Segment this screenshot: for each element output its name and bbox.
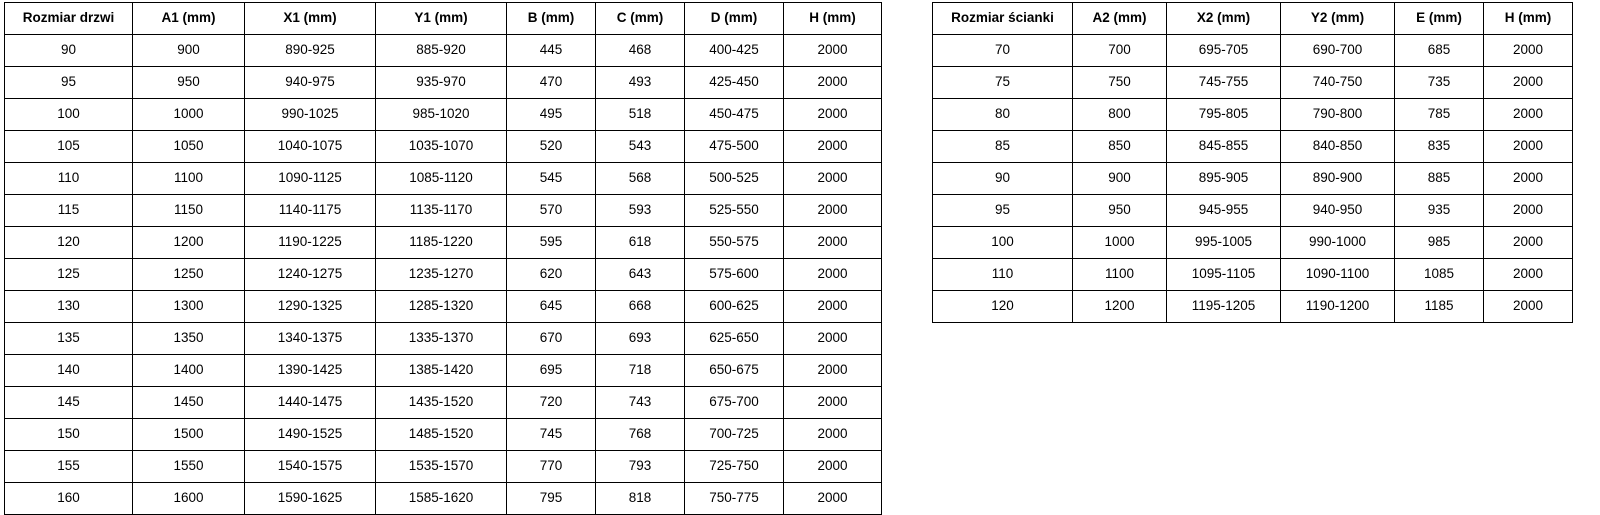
table-row <box>933 67 1573 99</box>
table-cell: 795-805 <box>1167 99 1281 131</box>
column-header: Y2 (mm) <box>1281 3 1395 35</box>
table-cell: 750-775 <box>685 483 784 515</box>
table-cell: 790-800 <box>1281 99 1395 131</box>
table-cell: 2000 <box>784 387 882 419</box>
table-cell: 450-475 <box>685 99 784 131</box>
table-row <box>5 227 882 259</box>
column-header: H (mm) <box>784 3 882 35</box>
table-cell: 1000 <box>133 99 245 131</box>
table-cell: 400-425 <box>685 35 784 67</box>
table-cell: 2000 <box>784 163 882 195</box>
table-cell: 2000 <box>784 195 882 227</box>
table-cell: 90 <box>5 35 133 67</box>
table-cell: 75 <box>933 67 1073 99</box>
table-cell: 500-525 <box>685 163 784 195</box>
table-cell: 2000 <box>784 227 882 259</box>
table-cell: 770 <box>507 451 596 483</box>
table-cell: 750 <box>1073 67 1167 99</box>
table-cell: 818 <box>596 483 685 515</box>
table-cell: 2000 <box>784 99 882 131</box>
table-cell: 520 <box>507 131 596 163</box>
table-cell: 800 <box>1073 99 1167 131</box>
table-cell: 1290-1325 <box>245 291 376 323</box>
column-header: A2 (mm) <box>1073 3 1167 35</box>
table-cell: 895-905 <box>1167 163 1281 195</box>
table-cell: 543 <box>596 131 685 163</box>
table-cell: 985 <box>1395 227 1484 259</box>
table-cell: 545 <box>507 163 596 195</box>
table-cell: 70 <box>933 35 1073 67</box>
table-cell: 985-1020 <box>376 99 507 131</box>
table-cell: 700-725 <box>685 419 784 451</box>
table-row <box>5 387 882 419</box>
table-cell: 768 <box>596 419 685 451</box>
table-cell: 1585-1620 <box>376 483 507 515</box>
table-cell: 1550 <box>133 451 245 483</box>
table-cell: 160 <box>5 483 133 515</box>
table-cell: 2000 <box>1484 163 1573 195</box>
table-cell: 80 <box>933 99 1073 131</box>
table-row <box>5 451 882 483</box>
table-cell: 1300 <box>133 291 245 323</box>
table-cell: 995-1005 <box>1167 227 1281 259</box>
table-cell: 840-850 <box>1281 131 1395 163</box>
table-cell: 575-600 <box>685 259 784 291</box>
table-cell: 445 <box>507 35 596 67</box>
table-cell: 115 <box>5 195 133 227</box>
table-cell: 695 <box>507 355 596 387</box>
table-cell: 2000 <box>784 35 882 67</box>
table-cell: 2000 <box>1484 35 1573 67</box>
table-cell: 900 <box>1073 163 1167 195</box>
table-row <box>933 227 1573 259</box>
table-row <box>5 355 882 387</box>
table-row <box>5 67 882 99</box>
table-cell: 890-925 <box>245 35 376 67</box>
table-cell: 1000 <box>1073 227 1167 259</box>
table-cell: 618 <box>596 227 685 259</box>
table-cell: 940-975 <box>245 67 376 99</box>
table-cell: 845-855 <box>1167 131 1281 163</box>
table-cell: 1235-1270 <box>376 259 507 291</box>
column-header: A1 (mm) <box>133 3 245 35</box>
table-cell: 885 <box>1395 163 1484 195</box>
table-cell: 110 <box>5 163 133 195</box>
table-row <box>933 35 1573 67</box>
table-cell: 130 <box>5 291 133 323</box>
table-cell: 120 <box>933 291 1073 323</box>
table-row <box>5 99 882 131</box>
table-cell: 1050 <box>133 131 245 163</box>
table-row <box>5 323 882 355</box>
table-cell: 1250 <box>133 259 245 291</box>
table-cell: 725-750 <box>685 451 784 483</box>
table-row <box>933 131 1573 163</box>
table-cell: 2000 <box>784 131 882 163</box>
table-cell: 1335-1370 <box>376 323 507 355</box>
table-cell: 885-920 <box>376 35 507 67</box>
table-cell: 1135-1170 <box>376 195 507 227</box>
table-cell: 1385-1420 <box>376 355 507 387</box>
table-cell: 950 <box>133 67 245 99</box>
table-cell: 2000 <box>1484 131 1573 163</box>
table-cell: 105 <box>5 131 133 163</box>
table-cell: 2000 <box>784 259 882 291</box>
table-cell: 935 <box>1395 195 1484 227</box>
table-cell: 735 <box>1395 67 1484 99</box>
table-cell: 568 <box>596 163 685 195</box>
table-row <box>5 195 882 227</box>
table-cell: 693 <box>596 323 685 355</box>
table-cell: 100 <box>5 99 133 131</box>
table-cell: 1440-1475 <box>245 387 376 419</box>
table-row <box>5 35 882 67</box>
column-header: H (mm) <box>1484 3 1573 35</box>
table-cell: 150 <box>5 419 133 451</box>
table-row <box>5 291 882 323</box>
table-cell: 1085 <box>1395 259 1484 291</box>
table-cell: 645 <box>507 291 596 323</box>
column-header: Rozmiar ścianki <box>933 3 1073 35</box>
table-cell: 1490-1525 <box>245 419 376 451</box>
table-cell: 120 <box>5 227 133 259</box>
wall-panel-dimensions-table <box>932 2 1573 323</box>
table-cell: 125 <box>5 259 133 291</box>
table-cell: 743 <box>596 387 685 419</box>
table-cell: 1200 <box>1073 291 1167 323</box>
table-cell: 1450 <box>133 387 245 419</box>
table-row <box>5 483 882 515</box>
table-cell: 690-700 <box>1281 35 1395 67</box>
table-cell: 1200 <box>133 227 245 259</box>
table-cell: 643 <box>596 259 685 291</box>
table-cell: 935-970 <box>376 67 507 99</box>
column-header: E (mm) <box>1395 3 1484 35</box>
table-cell: 1600 <box>133 483 245 515</box>
table-cell: 2000 <box>784 291 882 323</box>
table-cell: 1185-1220 <box>376 227 507 259</box>
table-cell: 1485-1520 <box>376 419 507 451</box>
table-row <box>933 259 1573 291</box>
table-cell: 135 <box>5 323 133 355</box>
table-cell: 1400 <box>133 355 245 387</box>
table-cell: 695-705 <box>1167 35 1281 67</box>
table-cell: 100 <box>933 227 1073 259</box>
table-cell: 85 <box>933 131 1073 163</box>
table-cell: 1190-1200 <box>1281 291 1395 323</box>
table-cell: 745-755 <box>1167 67 1281 99</box>
table-row <box>933 163 1573 195</box>
table-cell: 835 <box>1395 131 1484 163</box>
column-header: B (mm) <box>507 3 596 35</box>
column-header: Y1 (mm) <box>376 3 507 35</box>
doors-dimensions-table <box>4 2 882 515</box>
table-cell: 2000 <box>784 483 882 515</box>
table-row <box>5 131 882 163</box>
wall-panel-dimensions-table-container <box>932 2 1573 323</box>
doors-dimensions-table-container <box>4 2 882 515</box>
table-cell: 468 <box>596 35 685 67</box>
table-cell: 1100 <box>1073 259 1167 291</box>
table-row <box>5 163 882 195</box>
table-cell: 1195-1205 <box>1167 291 1281 323</box>
table-cell: 670 <box>507 323 596 355</box>
table-cell: 2000 <box>784 451 882 483</box>
table-cell: 1540-1575 <box>245 451 376 483</box>
table-cell: 2000 <box>784 323 882 355</box>
column-header: D (mm) <box>685 3 784 35</box>
table-cell: 2000 <box>1484 99 1573 131</box>
table-cell: 1085-1120 <box>376 163 507 195</box>
table-cell: 940-950 <box>1281 195 1395 227</box>
table-cell: 2000 <box>1484 291 1573 323</box>
table-cell: 2000 <box>1484 195 1573 227</box>
table-cell: 625-650 <box>685 323 784 355</box>
table-row <box>5 259 882 291</box>
table-cell: 140 <box>5 355 133 387</box>
column-header: Rozmiar drzwi <box>5 3 133 35</box>
table-cell: 110 <box>933 259 1073 291</box>
table-cell: 493 <box>596 67 685 99</box>
table-row <box>933 291 1573 323</box>
table-cell: 2000 <box>1484 67 1573 99</box>
table-cell: 685 <box>1395 35 1484 67</box>
table-cell: 1240-1275 <box>245 259 376 291</box>
table-cell: 795 <box>507 483 596 515</box>
table-cell: 90 <box>933 163 1073 195</box>
table-cell: 785 <box>1395 99 1484 131</box>
table-cell: 525-550 <box>685 195 784 227</box>
table-cell: 945-955 <box>1167 195 1281 227</box>
table-cell: 600-625 <box>685 291 784 323</box>
table-cell: 570 <box>507 195 596 227</box>
table-cell: 495 <box>507 99 596 131</box>
table-cell: 425-450 <box>685 67 784 99</box>
table-cell: 518 <box>596 99 685 131</box>
table-cell: 720 <box>507 387 596 419</box>
table-cell: 890-900 <box>1281 163 1395 195</box>
table-cell: 1150 <box>133 195 245 227</box>
table-header-row <box>933 3 1573 35</box>
table-cell: 1090-1100 <box>1281 259 1395 291</box>
table-cell: 470 <box>507 67 596 99</box>
table-cell: 1435-1520 <box>376 387 507 419</box>
table-cell: 593 <box>596 195 685 227</box>
table-cell: 1590-1625 <box>245 483 376 515</box>
table-cell: 990-1000 <box>1281 227 1395 259</box>
table-cell: 1350 <box>133 323 245 355</box>
table-cell: 668 <box>596 291 685 323</box>
table-cell: 1140-1175 <box>245 195 376 227</box>
table-row <box>933 195 1573 227</box>
table-cell: 1090-1125 <box>245 163 376 195</box>
table-cell: 1040-1075 <box>245 131 376 163</box>
table-header-row <box>5 3 882 35</box>
table-cell: 900 <box>133 35 245 67</box>
table-cell: 718 <box>596 355 685 387</box>
table-cell: 850 <box>1073 131 1167 163</box>
table-row <box>933 99 1573 131</box>
table-cell: 793 <box>596 451 685 483</box>
column-header: X2 (mm) <box>1167 3 1281 35</box>
table-cell: 990-1025 <box>245 99 376 131</box>
table-cell: 1340-1375 <box>245 323 376 355</box>
table-cell: 1535-1570 <box>376 451 507 483</box>
table-cell: 650-675 <box>685 355 784 387</box>
table-cell: 950 <box>1073 195 1167 227</box>
table-cell: 2000 <box>1484 227 1573 259</box>
table-cell: 1500 <box>133 419 245 451</box>
table-row <box>5 419 882 451</box>
table-cell: 1285-1320 <box>376 291 507 323</box>
table-cell: 595 <box>507 227 596 259</box>
table-cell: 1185 <box>1395 291 1484 323</box>
table-cell: 95 <box>933 195 1073 227</box>
table-cell: 155 <box>5 451 133 483</box>
column-header: C (mm) <box>596 3 685 35</box>
table-cell: 1390-1425 <box>245 355 376 387</box>
table-cell: 745 <box>507 419 596 451</box>
table-cell: 700 <box>1073 35 1167 67</box>
table-cell: 2000 <box>784 67 882 99</box>
table-cell: 620 <box>507 259 596 291</box>
table-cell: 475-500 <box>685 131 784 163</box>
table-cell: 675-700 <box>685 387 784 419</box>
table-cell: 2000 <box>784 419 882 451</box>
table-cell: 1095-1105 <box>1167 259 1281 291</box>
table-cell: 95 <box>5 67 133 99</box>
table-cell: 1190-1225 <box>245 227 376 259</box>
table-cell: 2000 <box>1484 259 1573 291</box>
column-header: X1 (mm) <box>245 3 376 35</box>
table-cell: 145 <box>5 387 133 419</box>
table-cell: 550-575 <box>685 227 784 259</box>
table-cell: 1100 <box>133 163 245 195</box>
table-cell: 2000 <box>784 355 882 387</box>
table-cell: 740-750 <box>1281 67 1395 99</box>
table-cell: 1035-1070 <box>376 131 507 163</box>
